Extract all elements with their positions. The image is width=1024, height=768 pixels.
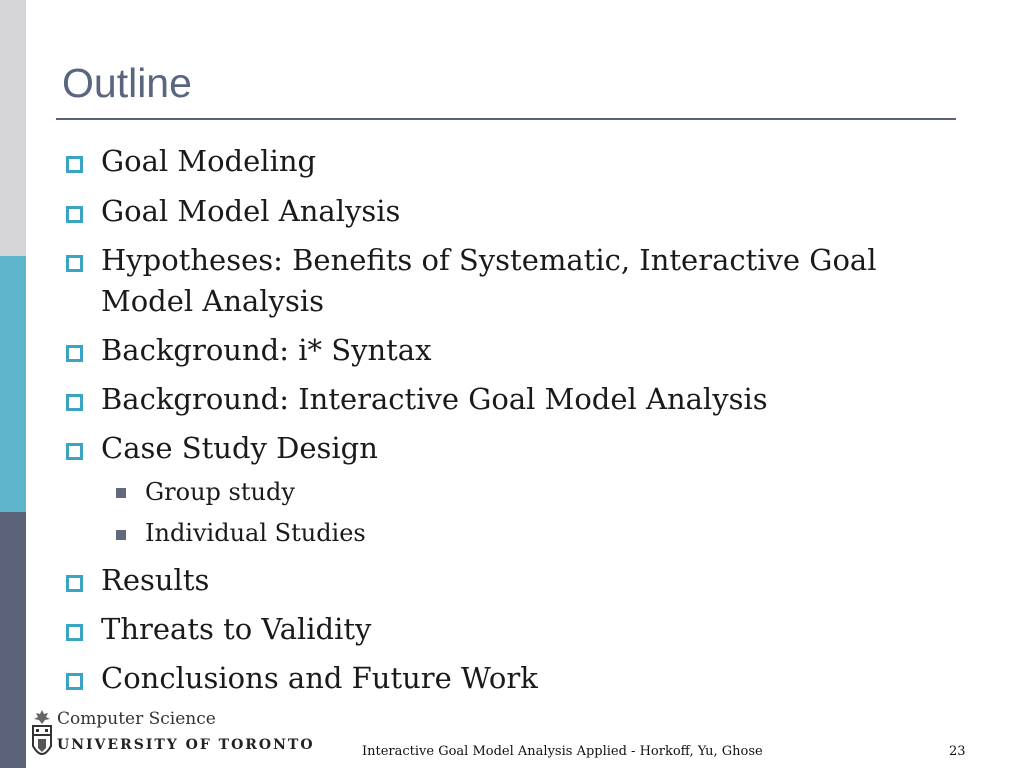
sub-list-item: Individual Studies: [145, 519, 366, 547]
sidebar-decoration: [0, 0, 26, 768]
footer-text: Interactive Goal Model Analysis Applied - Horkoff, Yu, Ghose: [362, 744, 763, 759]
slide-title: Outline: [62, 60, 192, 106]
list-item: Results: [101, 563, 210, 597]
university-logo: [28, 706, 328, 766]
list-item: Conclusions and Future Work: [101, 661, 538, 695]
list-item: Background: Interactive Goal Model Analysis: [101, 382, 768, 416]
list-item-line: Model Analysis: [101, 284, 324, 318]
hollow-square-icon: [66, 394, 83, 411]
title-divider: [56, 118, 956, 120]
list-item: [101, 240, 921, 322]
hollow-square-icon: [66, 443, 83, 460]
list-item: Background: i* Syntax: [101, 333, 432, 367]
hollow-square-icon: [66, 624, 83, 641]
sub-list-item: Group study: [145, 478, 295, 506]
list-item: Threats to Validity: [101, 612, 372, 646]
sidebar-band-bottom: [0, 512, 26, 768]
hollow-square-icon: [66, 673, 83, 690]
list-item: Goal Model Analysis: [101, 194, 401, 228]
logo-university: UNIVERSITY OF TORONTO: [57, 737, 315, 753]
list-item-line: Hypotheses: Benefits of Systematic, Interactive Goal: [101, 243, 877, 277]
list-item: Case Study Design: [101, 431, 378, 465]
hollow-square-icon: [66, 345, 83, 362]
sidebar-band-top: [0, 0, 26, 256]
hollow-square-icon: [66, 255, 83, 272]
filled-square-icon: [116, 488, 126, 498]
filled-square-icon: [116, 530, 126, 540]
hollow-square-icon: [66, 575, 83, 592]
list-item: Goal Modeling: [101, 144, 317, 178]
logo-department: Computer Science: [57, 709, 216, 729]
hollow-square-icon: [66, 206, 83, 223]
page-number: 23: [949, 744, 966, 759]
university-crest-icon: [30, 708, 54, 764]
sidebar-band-middle: [0, 256, 26, 512]
hollow-square-icon: [66, 156, 83, 173]
